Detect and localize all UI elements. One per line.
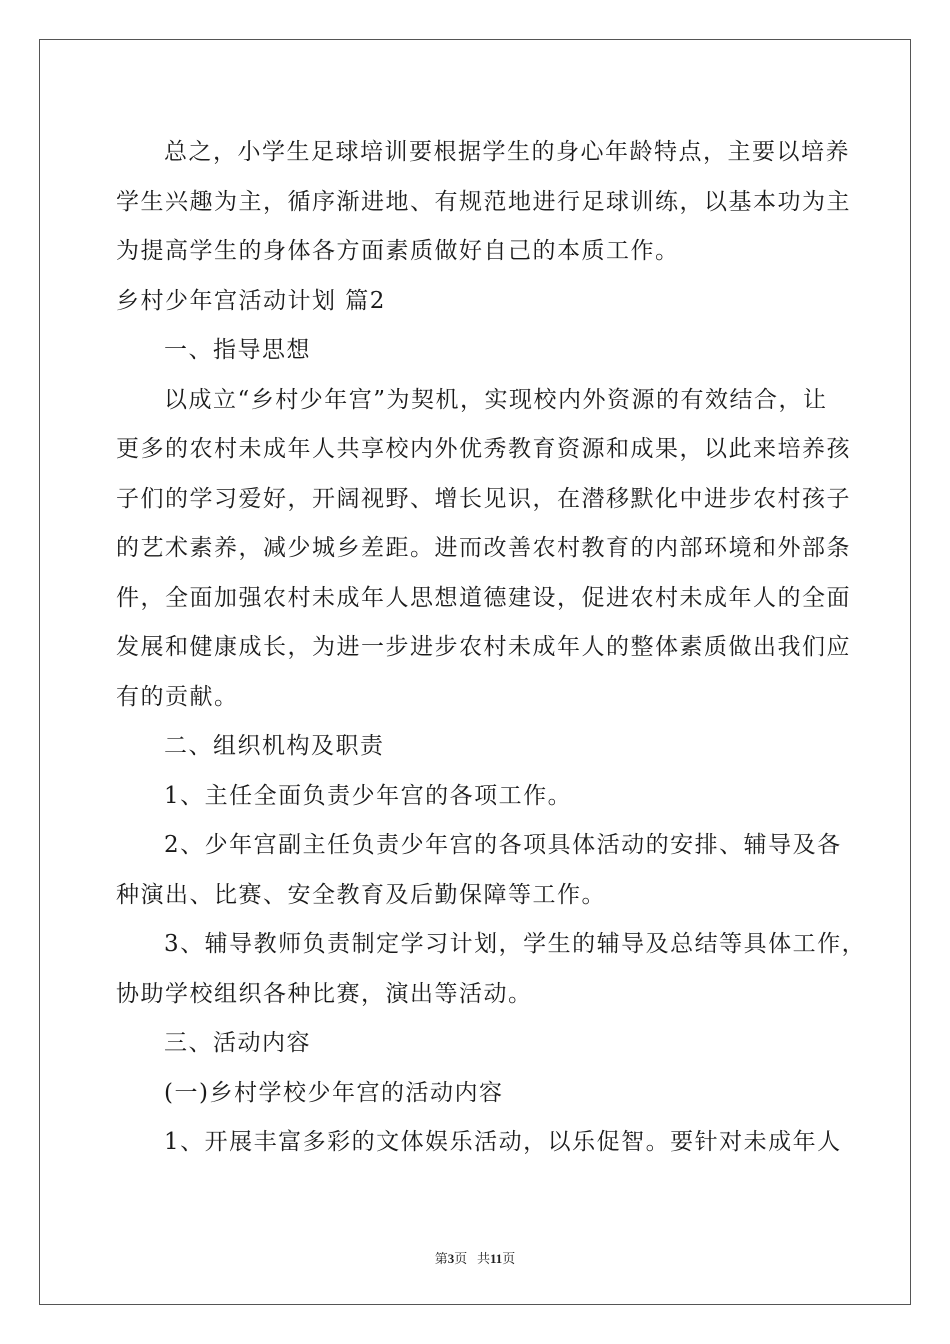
- text-line: 子们的学习爱好，开阔视野、增长见识，在潜移默化中进步农村孩子: [116, 485, 851, 512]
- total-prefix: 共: [476, 1251, 490, 1266]
- text-line: 有的贡献。: [116, 683, 239, 710]
- text-line: 1、开展丰富多彩的文体娱乐活动，以乐促智。要针对未成年人: [164, 1129, 842, 1155]
- total-pages: 11: [489, 1251, 503, 1266]
- text-line: 总之，小学生足球培训要根据学生的身心年龄特点，主要以培养: [164, 139, 850, 165]
- text-line: 以成立“乡村少年宫”为契机，实现校内外资源的有效结合，让: [164, 386, 828, 413]
- text-line: 一、指导思想: [164, 337, 311, 363]
- page-prefix: 第: [434, 1251, 448, 1266]
- text-line: 更多的农村未成年人共享校内外优秀教育资源和成果，以此来培养孩: [116, 436, 851, 462]
- text-line: 种演出、比赛、安全教育及后勤保障等工作。: [116, 881, 606, 908]
- text-line: 协助学校组织各种比赛，演出等活动。: [116, 980, 533, 1007]
- document-body: [116, 128, 867, 1168]
- text-line: 二、组织机构及职责: [164, 733, 385, 759]
- page-number: 3: [447, 1251, 455, 1266]
- total-suffix: 页: [502, 1251, 516, 1266]
- text-line: 发展和健康成长，为进一步进步农村未成年人的整体素质做出我们应: [116, 634, 851, 660]
- text-line: 三、活动内容: [164, 1030, 311, 1056]
- text-line: 学生兴趣为主，循序渐进地、有规范地进行足球训练，以基本功为主: [116, 188, 851, 215]
- text-line: 2、少年宫副主任负责少年宫的各项具体活动的安排、辅导及各: [164, 832, 842, 858]
- text-line: (一)乡村学校少年宫的活动内容: [164, 1079, 504, 1106]
- text-line: 3、辅导教师负责制定学习计划，学生的辅导及总结等具体工作，: [164, 931, 867, 957]
- text-line: 乡村少年宫活动计划 篇2: [116, 287, 386, 314]
- text-line: 的艺术素养，减少城乡差距。进而改善农村教育的内部环境和外部条: [116, 535, 851, 561]
- page-suffix: 页: [454, 1251, 468, 1266]
- page-footer: [0, 1248, 950, 1267]
- text-line: 为提高学生的身体各方面素质做好自己的本质工作。: [116, 238, 680, 264]
- text-line: 1、主任全面负责少年宫的各项工作。: [164, 782, 573, 809]
- text-line: 件，全面加强农村未成年人思想道德建设，促进农村未成年人的全面: [116, 584, 851, 611]
